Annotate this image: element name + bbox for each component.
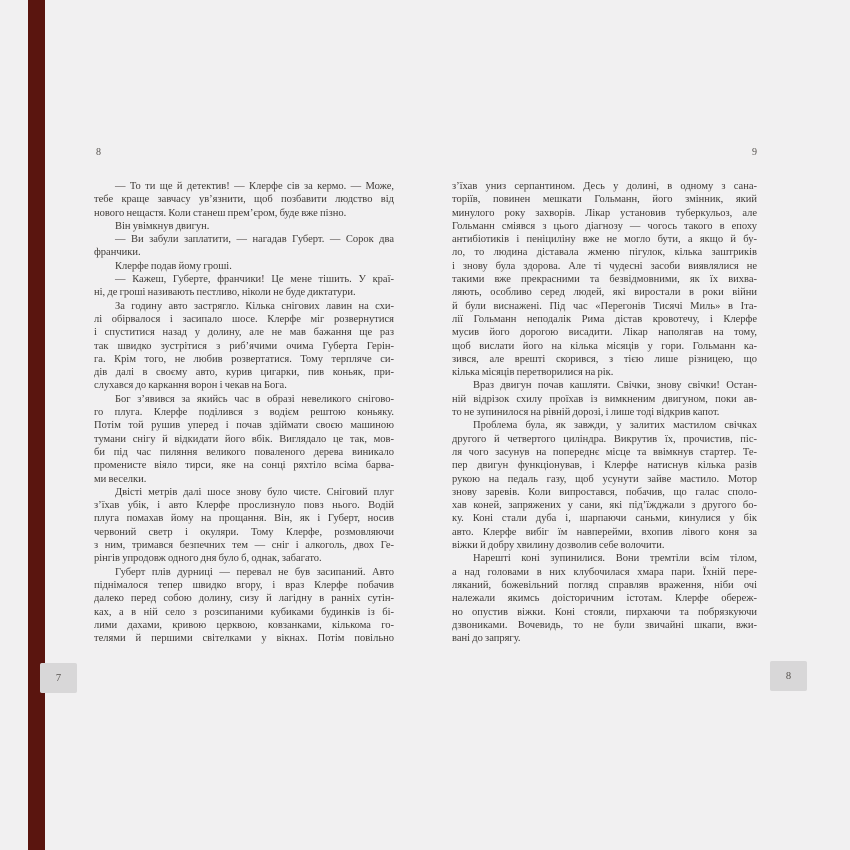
text-line: га. Крім того, не любив розвертатися. Тому терпляче си-	[94, 353, 394, 365]
text-line: знову заревів. Коли випростався, побачив, що галас споло-	[452, 486, 757, 498]
text-line: Проблема була, як завжди, у залитих мастилом свічках	[473, 420, 757, 432]
paragraph	[94, 260, 394, 273]
text-line: належали якимсь доісторичним істотам. Клерфе обереж-	[452, 593, 757, 605]
text-line: антибіотиків і пеніциліну вже не могло бути, а якщо й бу-	[452, 234, 757, 246]
text-line: лі обірвалося і засипало шосе. Клерфе міг розвернутися	[94, 313, 394, 325]
text-line: лії Гольманн неподалік Рима дістав кровотечу, і Клерфе	[452, 313, 757, 325]
text-line: й були виснажені. Під час «Перегонів Тисячі Миль» в Іта-	[452, 300, 757, 312]
text-line: слухався до каркання ворон і чекав на Бога.	[94, 380, 287, 392]
text-line: так швидко зустрітися з риб’ячими очима Губерта Герін-	[94, 340, 394, 352]
text-line: а над головами в них клубочилася хмара пари. Їхній пере-	[452, 566, 757, 578]
text-line: тумани снігу й відкидати його вбік. Виглядало це так, мов-	[94, 433, 394, 445]
left-page-indicator-badge: 7	[40, 663, 77, 693]
text-line: пер двигун функціонував, і Клерфе натиснув кілька разів	[452, 460, 757, 472]
text-line: Клерфе подав йому гроші.	[115, 260, 232, 272]
text-line: то не зупинилося на рівній дорозі, і лише тоді відкрив капот.	[452, 407, 720, 419]
paragraph	[452, 180, 757, 379]
text-line: авто. Клерфе вибіг їм навперейми, вхопив лівого коня за	[452, 526, 757, 538]
paragraph	[452, 379, 757, 419]
right-page-indicator-badge: 8	[770, 661, 807, 691]
text-line: піднімалося тепер швидко вгору, і враз Клерфе побачив	[94, 579, 394, 591]
book-spine-bar	[28, 0, 45, 850]
paragraph	[452, 419, 757, 552]
text-line: тебе краще завчасу ув’язнити, щоб позбавити людство від	[94, 194, 394, 206]
text-line: Потім той рушив уперед і почав здіймати своєю машиною	[94, 420, 394, 432]
text-line: ках, а в ній село з розсипаними кубиками будинків із бі-	[94, 606, 394, 618]
text-line: ній відрізок схилу проїхав із вимкненим двигуном, поки ав-	[452, 393, 757, 405]
text-line: ні, де гроші називають пестливо, ніколи не буде диктатури.	[94, 287, 356, 299]
text-line: франчики.	[94, 247, 141, 259]
text-line: променисте віяло тирси, яке на сонці ряхтіло всіма барва-	[94, 460, 394, 472]
text-line: зився, але врешті скорився, з тією лише різницею, що	[452, 353, 757, 365]
text-line: вані до запрягу.	[452, 633, 521, 645]
text-line: ми веселки.	[94, 473, 147, 485]
text-line: плуга помахав йому на прощання. Він, як і Губерт, носив	[94, 513, 394, 525]
paragraph	[452, 552, 757, 645]
left-page-text-column	[94, 180, 394, 645]
text-line: хав коней, запряжених у сани, які під’їжджали з другого бо-	[452, 500, 757, 512]
text-line: Враз двигун почав кашляти. Свічки, знову свічки! Остан-	[473, 380, 757, 392]
text-line: Губерт плів дурниці — перевал не був засипаний. Авто	[115, 566, 394, 578]
paragraph	[94, 300, 394, 393]
text-line: лими дахами, кривою церквою, ковзанками, кількома го-	[94, 619, 394, 631]
text-line: ло, то людина діставала жменю пігулок, кілька заштриків	[452, 247, 757, 259]
text-line: Бог з’явився за якийсь час в образі невеликого снігово-	[115, 393, 394, 405]
text-line: і знову була здорова. Але ті чудесні засоби виявлялися не	[452, 260, 757, 272]
text-line: го плуга. Клерфе поділився з водієм рештою коньяку.	[94, 407, 394, 419]
text-line: з ним, тримався безпечних тем — сніг і алкоголь, двох Ге-	[94, 540, 394, 552]
paragraph	[94, 233, 394, 260]
left-page-number: 8	[96, 147, 101, 158]
text-line: з’їхав убік, і авто Клерфе прослизнуло повз нього. Водій	[94, 500, 394, 512]
text-line: но опустив віжки. Коні стояли, пирхаючи та побрязкуючи	[452, 606, 757, 618]
text-line: Гольманн сміявся з цього діагнозу — чогось такого в епоху	[452, 220, 757, 232]
text-line: нового нещастя. Коли станеш прем’єром, буде вже пізно.	[94, 207, 347, 219]
paragraph	[94, 486, 394, 566]
text-line: щоб вислати його на кілька місяців у гори. Гольманн ка-	[452, 340, 757, 352]
text-line: Двісті метрів далі шосе знову було чисте. Сніговий плуг	[115, 486, 394, 498]
text-line: — Кажеш, Губерте, франчики! Це мене тішить. У краї-	[115, 274, 394, 286]
text-line: мусив його дорогою висадити. Лікар наполягав на тому,	[452, 327, 757, 339]
text-line: ля чого засунув на попереднє місце та ввімкнув стартер. Те-	[452, 446, 757, 458]
paragraph	[94, 566, 394, 646]
text-line: би під час пиляння великого поваленого дерева виникало	[94, 446, 394, 458]
text-line: Нарешті коні зупинилися. Вони тремтіли всім тілом,	[473, 553, 757, 565]
text-line: — Ви забули заплатити, — нагадав Губерт. — Сорок два	[115, 234, 394, 246]
text-line: і спуститися назад у долину, але не мав бажання ще раз	[94, 327, 394, 339]
text-line: з’їхав униз серпантином. Десь у долині, в одному з сана-	[452, 181, 757, 192]
right-page-number: 9	[752, 147, 757, 158]
paragraph	[94, 393, 394, 486]
text-line: кілька місяців перетворилися на рік.	[452, 367, 614, 379]
paragraph	[94, 180, 394, 220]
text-line: — То ти ще й детектив! — Клерфе сів за кермо. — Може,	[115, 181, 394, 192]
text-line: ку. Коні стали дуба і, шарпаючи саньми, кинулися у бік	[452, 513, 757, 525]
paragraph	[94, 220, 394, 233]
text-line: дзвониками. Вочевидь, то не були звичайні шкапи, вжи-	[452, 619, 757, 631]
text-line: ляють, особливо серед людей, які виростали в роки війни	[452, 287, 757, 299]
text-line: минулого року захворів. Лікар установив туберкульоз, але	[452, 207, 757, 219]
text-line: торіїв, повинен мешкати Гольманн, його змінник, який	[452, 194, 757, 206]
text-line: рукою на педаль газу, щоб усунути зайве мастило. Мотор	[452, 473, 757, 485]
text-line: такими вже прекрасними та безвідмовними, як їх вихва-	[452, 274, 757, 286]
text-line: За годину авто застрягло. Кілька снігових лавин на схи-	[115, 300, 394, 312]
text-line: рінгів упродовж одного дня було б, однак, забагато.	[94, 553, 322, 565]
paragraph	[94, 273, 394, 300]
text-line: далеко перед собою долину, сизу й лагідну в ранніх сутін-	[94, 593, 394, 605]
text-line: червоний светр і окуляри. Тому Клерфе, розмовляючи	[94, 526, 394, 538]
text-line: Він увімкнув двигун.	[115, 220, 210, 232]
text-line: другого й четвертого циліндра. Викрутив їх, прочистив, піс-	[452, 433, 757, 445]
text-line: віжки й добру хвилину дозволив себе волочити.	[452, 540, 665, 552]
text-line: телями й першими світелками у вікнах. Потім повільно	[94, 633, 394, 645]
right-page-text-column	[452, 180, 757, 645]
text-line: дів далі в своєму авто, курив цигарки, пив коньяк, при-	[94, 367, 394, 379]
text-line: ляканий, божевільний погляд справляв враження, ніби очі	[452, 579, 757, 591]
